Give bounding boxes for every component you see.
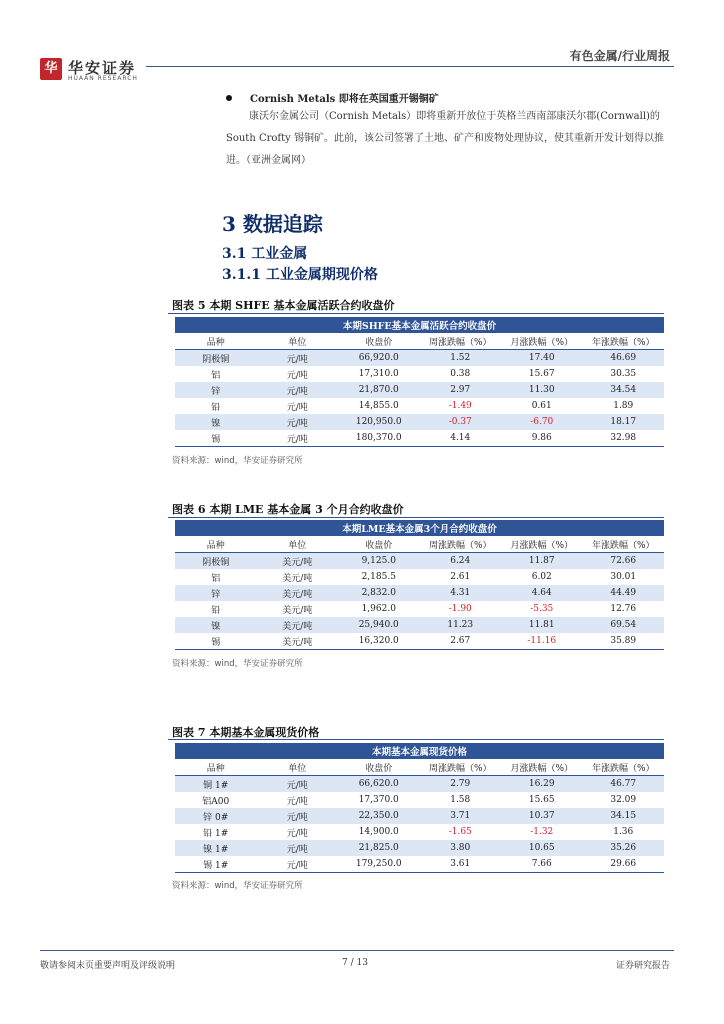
table-cell: 美元/吨 [282, 573, 313, 584]
header-divider [146, 66, 674, 67]
table-cell: 34.54 [583, 382, 665, 398]
table-cell: 2.61 [450, 572, 471, 582]
table-cell: 阴极铜 [175, 553, 257, 570]
caption-rule [168, 517, 664, 518]
table-cell: 3.61 [420, 856, 502, 873]
logo-seal-icon: 华 [40, 58, 62, 80]
table-cell: 66,920.0 [338, 350, 420, 367]
table-cell: -1.90 [448, 604, 472, 614]
table-cell: 6.24 [420, 553, 502, 570]
table-cell: 14,900.0 [358, 827, 399, 837]
table-row [175, 808, 664, 824]
table-cell: 镍 1# [175, 840, 257, 856]
table-cell: 10.37 [501, 808, 583, 824]
column-header: 年涨跌幅（%） [583, 759, 665, 776]
table-cell: 锡 [175, 430, 257, 447]
table-cell: 锌 [175, 382, 257, 398]
table-caption: 图表 6 本期 LME 基本金属 3 个月合约收盘价 [172, 503, 404, 516]
table-cell: 46.77 [583, 776, 665, 793]
table-cell: 元/吨 [257, 856, 339, 873]
table-cell: 元/吨 [257, 350, 339, 367]
caption-rule [168, 313, 664, 314]
table-cell: 4.31 [420, 585, 502, 601]
column-header: 收盘价 [338, 759, 420, 776]
column-header: 品种 [175, 759, 257, 776]
column-header: 单位 [257, 759, 339, 776]
table-cell: 元/吨 [286, 402, 308, 413]
table-cell: 17.40 [501, 350, 583, 367]
table-cell: 镍 [175, 414, 257, 430]
table-cell: 铅 [211, 402, 221, 413]
column-header: 品种 [175, 536, 257, 553]
table-cell: 铝A00 [202, 796, 230, 807]
header-title: 有色金属/行业周报 [569, 49, 670, 63]
column-header: 收盘价 [338, 536, 420, 553]
table-row [175, 382, 664, 398]
table-cell: 34.15 [583, 808, 665, 824]
table-cell: 锡 [175, 633, 257, 650]
table-banner: 本期SHFE基本金属活跃合约收盘价 [175, 317, 664, 333]
table-cell: 1.36 [613, 827, 634, 837]
lme-price-table [175, 520, 664, 650]
table-cell: 35.89 [583, 633, 665, 650]
table-cell: 0.61 [531, 401, 552, 411]
shfe-price-table [175, 317, 664, 447]
table-banner: 本期LME基本金属3个月合约收盘价 [175, 520, 664, 536]
table-cell: 32.98 [583, 430, 665, 447]
table-cell: 元/吨 [257, 776, 339, 793]
table-cell: 铅 1# [203, 828, 229, 839]
table-cell: 17,310.0 [358, 369, 399, 379]
table-cell: 32.09 [610, 795, 637, 805]
table-cell: 6.02 [531, 572, 552, 582]
table-cell: 元/吨 [286, 370, 308, 381]
table-cell: -1.32 [530, 827, 554, 837]
table-cell: 元/吨 [257, 430, 339, 447]
table-cell: 元/吨 [257, 414, 339, 430]
news-body: 康沃尔金属公司（Cornish Metals）即将重新开放位于英格兰西南部康沃尔郡(Cornwall)的 South Crofty 锡铜矿。此前，该公司签署了土地、矿产和废物处理协议，使其重新开发计划得以推进。（亚洲金属网） [226, 111, 664, 166]
table-cell: 72.66 [583, 553, 665, 570]
table-cell: 0.38 [450, 369, 471, 379]
table-row [175, 569, 664, 585]
table-source: 资料来源：wind，华安证券研究所 [172, 456, 303, 466]
table-cell: 铅 [211, 605, 221, 616]
table-cell: 66,620.0 [338, 776, 420, 793]
logo-name: 华安证券 [68, 59, 137, 77]
table-cell: -6.70 [501, 414, 583, 430]
table-cell: 3.80 [420, 840, 502, 856]
caption-rule [168, 739, 664, 740]
table-cell: 179,250.0 [338, 856, 420, 873]
table-cell: -5.35 [530, 604, 554, 614]
table-cell: 铝 [211, 573, 221, 584]
table-cell: 30.01 [610, 572, 637, 582]
table-cell: 1.52 [420, 350, 502, 367]
table-cell: 30.35 [610, 369, 637, 379]
table-row [175, 430, 664, 447]
footer-report-type: 证券研究报告 [615, 961, 670, 971]
table-cell: 25,940.0 [338, 617, 420, 633]
table-cell: 美元/吨 [257, 633, 339, 650]
table-cell: -1.49 [448, 401, 472, 411]
table-cell: 46.69 [583, 350, 665, 367]
table-cell: 元/吨 [257, 840, 339, 856]
bullet-icon [226, 95, 232, 101]
table-cell: 11.87 [501, 553, 583, 570]
table-cell: 镍 [175, 617, 257, 633]
table-cell: 2.79 [420, 776, 502, 793]
table-source: 资料来源：wind，华安证券研究所 [172, 881, 303, 891]
table-cell: 11.81 [501, 617, 583, 633]
table-cell: 21,825.0 [338, 840, 420, 856]
table-row [175, 398, 664, 414]
column-header: 收盘价 [338, 333, 420, 350]
table-cell: 阴极铜 [175, 350, 257, 367]
table-cell: 2,185.5 [361, 572, 396, 582]
table-cell: 10.65 [501, 840, 583, 856]
table-cell: 美元/吨 [257, 585, 339, 601]
table-row [175, 840, 664, 856]
table-cell: 16.29 [501, 776, 583, 793]
table-row [175, 366, 664, 382]
table-cell: 2,832.0 [338, 585, 420, 601]
table-cell: 29.66 [583, 856, 665, 873]
table-source: 资料来源：wind，华安证券研究所 [172, 659, 303, 669]
table-caption: 图表 5 本期 SHFE 基本金属活跃合约收盘价 [172, 299, 395, 312]
table-cell: 1.58 [450, 795, 471, 805]
table-cell: 15.65 [528, 795, 555, 805]
table-cell: 18.17 [583, 414, 665, 430]
table-cell: 16,320.0 [338, 633, 420, 650]
table-cell: 44.49 [583, 585, 665, 601]
table-cell: 22,350.0 [338, 808, 420, 824]
column-header: 月涨跌幅（%） [501, 759, 583, 776]
spot-price-table [175, 743, 664, 873]
table-cell: 锌 [175, 585, 257, 601]
table-cell: 元/吨 [286, 828, 308, 839]
table-cell: 元/吨 [257, 808, 339, 824]
table-cell: 元/吨 [286, 796, 308, 807]
table-row [175, 792, 664, 808]
table-cell: -11.16 [501, 633, 583, 650]
table-cell: 11.30 [501, 382, 583, 398]
table-row [175, 414, 664, 430]
table-row [175, 350, 664, 367]
column-header: 年涨跌幅（%） [583, 333, 665, 350]
table-row [175, 776, 664, 793]
table-cell: 69.54 [583, 617, 665, 633]
table-cell: 美元/吨 [257, 617, 339, 633]
section-title-3-1: 3.1 工业金属 [222, 246, 308, 262]
table-cell: 7.66 [501, 856, 583, 873]
table-cell: 锡 1# [175, 856, 257, 873]
column-header: 月涨跌幅（%） [501, 333, 583, 350]
table-row [175, 824, 664, 840]
table-cell: 17,370.0 [358, 795, 399, 805]
section-title-3-1-1: 3.1.1 工业金属期现价格 [222, 267, 378, 283]
footer-disclaimer: 敬请参阅末页重要声明及评级说明 [40, 961, 176, 971]
table-row [175, 585, 664, 601]
table-cell: 180,370.0 [338, 430, 420, 447]
footer-divider [40, 950, 674, 951]
table-cell: -0.37 [420, 414, 502, 430]
table-cell: 11.23 [420, 617, 502, 633]
table-cell: 元/吨 [257, 382, 339, 398]
table-cell: 铜 1# [175, 776, 257, 793]
table-cell: 2.97 [420, 382, 502, 398]
table-row [175, 553, 664, 570]
table-cell: 铝 [211, 370, 221, 381]
table-banner: 本期基本金属现货价格 [175, 743, 664, 759]
news-title: Cornish Metals 即将在英国重开锡铜矿 [250, 94, 439, 105]
column-header: 单位 [257, 333, 339, 350]
table-row [175, 617, 664, 633]
table-cell: 9.86 [501, 430, 583, 447]
table-cell: 4.14 [420, 430, 502, 447]
logo-en: HUAAN RESEARCH [68, 75, 138, 82]
table-cell: 21,870.0 [338, 382, 420, 398]
table-row [175, 601, 664, 617]
table-caption: 图表 7 本期基本金属现货价格 [172, 726, 320, 739]
table-row [175, 633, 664, 650]
column-header: 年涨跌幅（%） [583, 536, 665, 553]
section-title-3: 3 数据追踪 [222, 212, 323, 236]
table-cell: 美元/吨 [282, 605, 313, 616]
table-cell: 2.67 [420, 633, 502, 650]
column-header: 周涨跌幅（%） [420, 536, 502, 553]
table-cell: 1,962.0 [361, 604, 396, 614]
column-header: 月涨跌幅（%） [501, 536, 583, 553]
table-cell: 15.67 [528, 369, 555, 379]
column-header: 单位 [257, 536, 339, 553]
page-number: 7 / 13 [342, 958, 368, 968]
column-header: 品种 [175, 333, 257, 350]
table-cell: 14,855.0 [358, 401, 399, 411]
table-cell: 3.71 [420, 808, 502, 824]
table-cell: 35.26 [583, 840, 665, 856]
table-cell: 120,950.0 [338, 414, 420, 430]
table-cell: -1.65 [448, 827, 472, 837]
table-cell: 4.64 [501, 585, 583, 601]
column-header: 周涨跌幅（%） [420, 759, 502, 776]
table-cell: 9,125.0 [338, 553, 420, 570]
table-cell: 1.89 [613, 401, 634, 411]
table-row [175, 856, 664, 873]
table-cell: 锌 0# [175, 808, 257, 824]
column-header: 周涨跌幅（%） [420, 333, 502, 350]
table-cell: 12.76 [610, 604, 637, 614]
table-cell: 美元/吨 [257, 553, 339, 570]
